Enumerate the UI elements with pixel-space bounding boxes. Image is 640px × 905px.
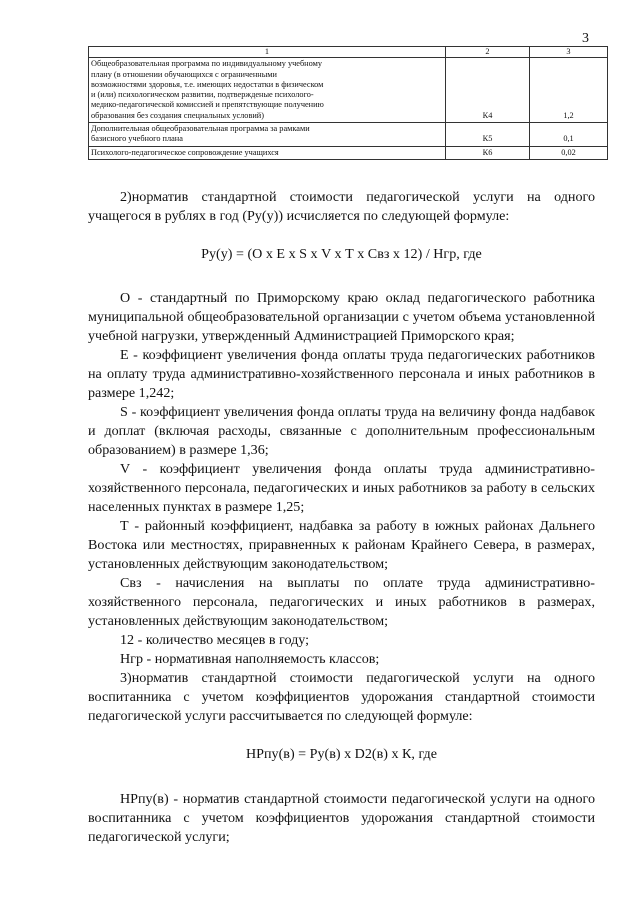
document-body [88, 188, 595, 847]
table-row [89, 123, 608, 147]
table-cell-code: К6 [446, 146, 530, 159]
table-cell-line: плану (в отношении обучающихся с ограниченными [91, 69, 277, 79]
definition-12: 12 - количество месяцев в году; [120, 632, 310, 648]
table-header-cell: 1 [89, 47, 446, 58]
definition-t: Т - районный коэффициент, надбавка за работу в южных районах Дальнего Востока или местностях, приравненных к районам Крайнего Севера, в размерах, установленных действующим законодательством; [88, 518, 595, 572]
table-cell-line: Психолого-педагогическое сопровождение учащихся [91, 147, 279, 157]
table-cell-line: Дополнительная общеобразовательная программа за рамками [91, 124, 310, 134]
paragraph-point-3: 3)норматив стандартной стоимости педагогической услуги на одного воспитанника с учетом коэффициентов удорожания стандартной стоимости педагогической услуги рассчитывается по следующей формуле: [88, 670, 595, 724]
table-row [89, 146, 608, 159]
definition-o: О - стандартный по Приморскому краю оклад педагогического работника муниципальной общеобразовательной организации с учетом объема установленной учебной нагрузки, утвержденный Администрацией Приморского края; [88, 290, 595, 344]
table-cell-line: медико-педагогической комиссией и препятствующие получению [91, 100, 324, 110]
table-cell-line: и (или) психологическом развитии, подтвержденые психолого- [91, 90, 314, 100]
table-header-row [89, 47, 608, 58]
table-cell-description [89, 58, 446, 123]
table-cell-description [89, 123, 446, 147]
table-cell-line: базисного учебного плана [91, 134, 183, 144]
table-row [89, 58, 608, 123]
table-header-cell: 2 [446, 47, 530, 58]
formula-pu: Ру(у) = (О х Е х S х V х Т х Свз х 12) / Нгр, где [201, 246, 482, 262]
table-cell-line: возможностями здоровья, т.е. имеющих недостатки в физическом [91, 79, 324, 89]
definition-e: Е - коэффициент увеличения фонда оплаты труда педагогических работников на оплату труда административно-хозяйственного персонала и иных работников в размере 1,242; [88, 347, 595, 401]
table-cell-code: К4 [446, 58, 530, 123]
table-cell-line: Общеобразовательная программа по индивидуальному учебному [91, 59, 323, 69]
table-cell-value: 0,02 [530, 146, 608, 159]
definition-v: V - коэффициент увеличения фонда оплаты труда административно-хозяйственного персонала, педагогических и иных работников за работу в сельских населенных пунктах в размере 1,25; [88, 461, 595, 515]
page-number: 3 [582, 31, 589, 46]
paragraph-point-2: 2)норматив стандартной стоимости педагогической услуги на одного учащегося в рублях в год (Ру(у)) исчисляется по следующей формуле: [88, 189, 595, 224]
definition-ngr: Нгр - нормативная наполняемость классов; [120, 651, 380, 667]
definition-s: S - коэффициент увеличения фонда оплаты труда на величину фонда надбавок и доплат (включая расходы, связанные с дополнительным профессиональным образованием) в размере 1,36; [88, 404, 595, 458]
table-cell-code: К5 [446, 123, 530, 147]
definition-nrpu: НРпу(в) - норматив стандартной стоимости педагогической услуги на одного воспитанника с учетом коэффициентов удорожания стандартной стоимости педагогической услуги; [88, 791, 595, 845]
table-cell-value: 0,1 [530, 123, 608, 147]
table-header-cell: 3 [530, 47, 608, 58]
definition-svz: Свз - начисления на выплаты по оплате труда административно-хозяйственного персонала, педагогических и иных работников в размерах, установленных действующим законодательством; [88, 575, 595, 629]
table-cell-description [89, 146, 446, 159]
formula-nrpu: НРпу(в) = Ру(в) х D2(в) х К, где [246, 746, 437, 762]
coefficient-table [88, 46, 608, 160]
table-cell-line: образования без создания специальных условий) [91, 110, 265, 120]
table-cell-value: 1,2 [530, 58, 608, 123]
